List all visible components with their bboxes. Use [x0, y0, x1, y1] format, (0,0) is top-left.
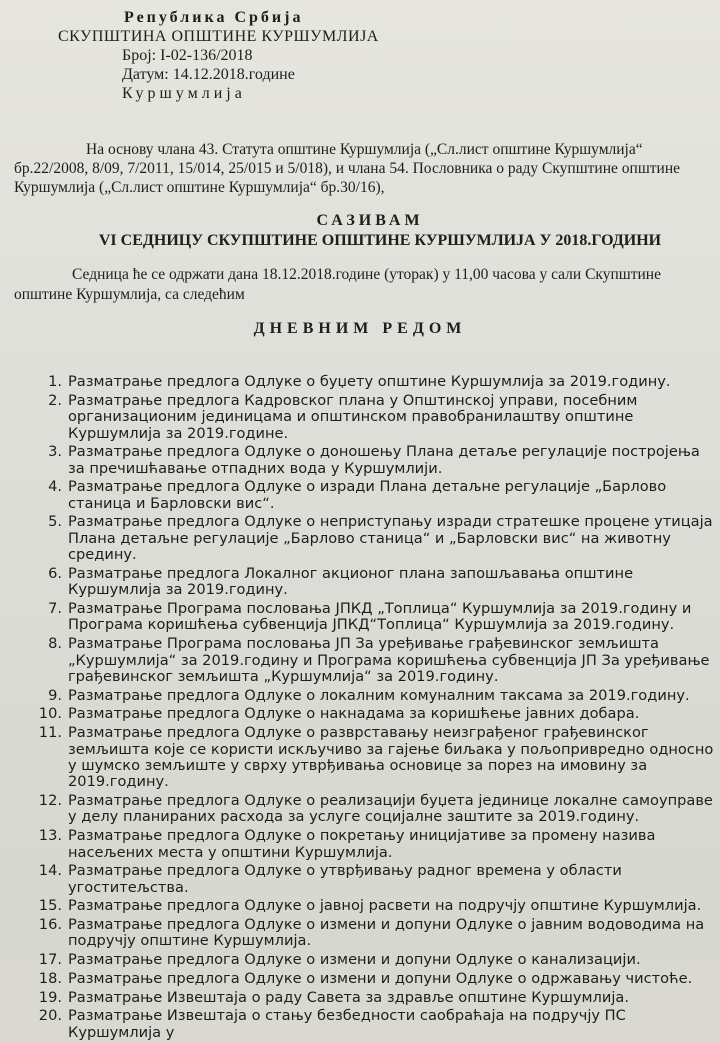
document-number: Број: I-02-136/2018	[122, 47, 253, 64]
agenda-item-text: Разматрање предлога Одлуке о изради Плана детаљне регулације „Барлово станица и Барловски вис“.	[68, 478, 667, 512]
agenda-item	[14, 601, 714, 634]
agenda-item-text: Разматрање Извештаја о стању безбедности саобраћаја на подручју ПС Куршумлија у	[68, 1007, 626, 1041]
agenda-item	[14, 952, 714, 968]
preamble-line: Куршумлија („Сл.лист општине Куршумлија“ бр.30/16),	[14, 179, 385, 196]
agenda-item-number: 9.	[48, 686, 62, 704]
agenda-item-text: Разматрање предлога Одлуке о измени и допуни Одлуке о канализацији.	[68, 951, 641, 969]
convene-subtitle: VI СЕДНИЦУ СКУПШТИНЕ ОПШТИНЕ КУРШУМЛИЈА У 2018.ГОДИНИ	[98, 232, 662, 249]
agenda-item	[14, 917, 714, 950]
document-header	[58, 8, 379, 103]
agenda-item-number: 11.	[38, 724, 62, 742]
assembly-title: СКУПШТИНА ОПШТИНЕ КУРШУМЛИЈА	[58, 28, 379, 45]
agenda-item-number: 19.	[38, 988, 62, 1006]
agenda-item	[14, 636, 714, 685]
agenda-item-text: Разматрање предлога Одлуке о утврђивању радног времена у области угоститељства.	[68, 862, 622, 896]
preamble-paragraph	[14, 140, 704, 197]
agenda-item-text: Разматрање Програма пословања ЈП За уређивање грађевинског земљишта „Куршумлија“ за 2019.годину и Програма коришћења субвенција ЈП За уређивање грађевинског земљишта „Куршумлија“ за 2019.годину.	[68, 635, 710, 685]
preamble-line: бр.22/2008, 8/09, 7/2011, 15/014, 25/015 и 5/018), и члана 54. Пословника о раду Скупштине општине	[14, 160, 681, 177]
agenda-item-text: Разматрање предлога Одлуке о буџету општине Куршумлија за 2019.годину.	[68, 373, 671, 390]
agenda-item-number: 10.	[38, 705, 62, 723]
agenda-item-text: Разматрање предлога Одлуке о измени и допуни Одлуке о одржавању чистоће.	[68, 969, 693, 987]
agenda-item-number: 13.	[38, 827, 62, 845]
agenda-item	[14, 706, 714, 722]
agenda-item-text: Разматрање предлога Одлуке о покретању иницијативе за промену назива насељених места у општини Куршумлија.	[68, 827, 656, 861]
agenda-item-text: Разматрање предлога Одлуке о доношењу Плана детаље регулације постројења за пречишћавање отпадних вода у Куршумлији.	[68, 443, 700, 477]
agenda-title: ДНЕВНИМ РЕДОМ	[253, 320, 467, 337]
agenda-item-text: Разматрање предлога Одлуке о локалним комуналним таксама за 2019.годину.	[68, 686, 690, 704]
session-paragraph	[14, 265, 714, 305]
agenda-item-text: Разматрање Извештаја о раду Савета за здравље општине Куршумлија.	[68, 988, 629, 1006]
agenda-item-number: 2.	[48, 391, 62, 409]
agenda-item-text: Разматрање Програма пословања ЈПКД „Топлица“ Куршумлија за 2019.годину и Програма коришћења субвенција ЈПКД“Топлица“ Куршумлија за 2019.годину.	[68, 600, 692, 634]
convene-heading	[0, 212, 720, 250]
agenda-item	[14, 793, 714, 826]
agenda-item	[14, 1008, 714, 1041]
agenda-item-number: 12.	[38, 792, 62, 810]
agenda-item-number: 20.	[38, 1007, 62, 1025]
agenda-item-text: Разматрање предлога Одлуке о измени и допуни Одлуке о јавним водоводима на подручју општине Куршумлија.	[68, 916, 705, 950]
agenda-item	[14, 828, 714, 861]
agenda-item	[14, 374, 714, 390]
agenda-item	[14, 863, 714, 896]
agenda-item-text: Разматрање предлога Одлуке о јавној расвети на подручју општине Куршумлија.	[68, 897, 702, 915]
agenda-item-text: Разматрање предлога Локалног акционог плана запошљавања општине Куршумлија за 2019.годину.	[68, 564, 634, 599]
agenda-item-text: Разматрање предлога Одлуке о реализацији буџета јединице локалне самоуправе у делу планираних расхода за услуге социјалне заштите за 2019.годину.	[68, 792, 713, 826]
agenda-item-number: 15.	[38, 897, 62, 915]
agenda-item-number: 7.	[48, 600, 62, 618]
agenda-item-number: 6.	[48, 564, 62, 582]
convene-title: САЗИВАМ	[316, 212, 424, 229]
agenda-item-text: Разматрање предлога Одлуке о неприступању изради стратешке процене утицаја Плана детаљне регулације „Барлово станица“ и „Барловски вис“ на животну средину.	[68, 513, 713, 564]
document-date: Датум: 14.12.2018.године	[122, 66, 295, 83]
agenda-item-text: Разматрање предлога Одлуке о разврставању неизграђеног грађевинског земљишта које се користи искључиво за гајење биљака у пољопривредно односно у шумско земљиште у сврху утврђивања основице за порез на имовину за 2019.годину.	[68, 724, 714, 791]
agenda-item-text: Разматрање предлога Одлуке о накнадама за коришћење јавних добара.	[68, 705, 640, 723]
preamble-line: На основу члана 43. Статута општине Куршумлија („Сл.лист општине Куршумлија“	[86, 141, 643, 158]
agenda-item	[14, 514, 714, 563]
agenda-item-text: Разматрање предлога Кадровског плана у Општинској управи, посебним организационим јединицама и општинском правобранилаштву општине Куршумлија за 2019.године.	[68, 391, 638, 442]
agenda-item-number: 5.	[48, 513, 62, 531]
agenda-item	[14, 990, 714, 1006]
agenda-item	[14, 566, 714, 599]
agenda-item-number: 3.	[48, 443, 62, 461]
session-line: општине Куршумлија, са следећим	[14, 286, 245, 303]
session-line: Седница ће се одржати дана 18.12.2018.године (уторак) у 11,00 часова у сали Скупштине	[72, 266, 661, 283]
agenda-item-number: 16.	[38, 916, 62, 934]
agenda-item-number: 18.	[38, 969, 62, 987]
agenda-item	[14, 393, 714, 442]
agenda-item-number: 8.	[48, 635, 62, 653]
agenda-item-number: 14.	[38, 862, 62, 880]
agenda-item	[14, 444, 714, 477]
agenda-item	[14, 725, 714, 791]
document-city: Куршумлија	[122, 85, 246, 102]
agenda-item	[14, 971, 714, 987]
agenda-item-number: 17.	[38, 951, 62, 969]
agenda-item	[14, 479, 714, 512]
agenda-item	[14, 688, 714, 704]
agenda-item-number: 1.	[48, 373, 62, 390]
agenda-list	[14, 374, 714, 1043]
agenda-item-number: 4.	[48, 478, 62, 496]
republic-title: Република Србија	[124, 9, 304, 26]
agenda-item	[14, 898, 714, 914]
